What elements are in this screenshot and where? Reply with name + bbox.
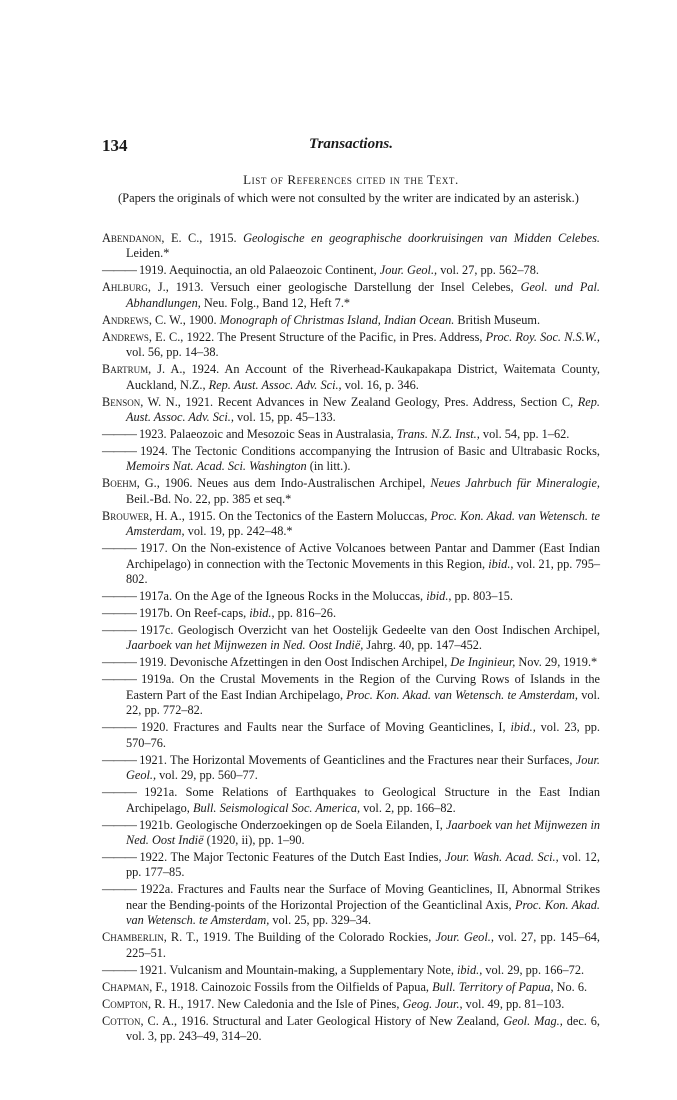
reference-source: Trans. N.Z. Inst., bbox=[396, 427, 480, 442]
repeat-author-dash: ——— bbox=[102, 882, 136, 897]
reference-source: Geol. Mag., bbox=[503, 1013, 563, 1028]
reference-source: Jour. Geol., bbox=[126, 752, 600, 783]
reference-entry bbox=[102, 427, 600, 442]
reference-text: 1915. On the Tectonics of the Eastern Moluccas, bbox=[184, 508, 431, 523]
reference-entry bbox=[102, 589, 600, 604]
reference-text: 1917. On the Non-existence of Active Volcanoes between Pantar and Dammer (East Indian Archipelago) in connection with the Tectonic Movements in this Region, bbox=[126, 541, 600, 571]
reference-details: (1920, ii), pp. 1–90. bbox=[203, 832, 305, 847]
reference-source: Proc. Roy. Soc. N.S.W., bbox=[485, 329, 600, 344]
reference-details: dec. 6, vol. 3, pp. 243–49, 314–20. bbox=[126, 1013, 600, 1043]
reference-author: Ahlburg, J., bbox=[102, 280, 169, 295]
reference-source: Proc. Kon. Akad. van Wetensch. te Amsterdam, bbox=[126, 897, 600, 928]
reference-author: Bartrum, J. A., bbox=[102, 362, 186, 377]
reference-entry bbox=[102, 509, 600, 540]
page-header bbox=[102, 136, 600, 158]
reference-source: Rep. Aust. Assoc. Adv. Sci., bbox=[208, 377, 342, 392]
section-title: List of References cited in the Text. bbox=[243, 172, 459, 187]
reference-details: vol. 15, pp. 45–133. bbox=[233, 410, 336, 425]
reference-author: Abendanon, E. C., bbox=[102, 231, 203, 245]
reference-details: vol. 22, pp. 772–82. bbox=[126, 687, 600, 718]
reference-details: vol. 29, pp. 560–77. bbox=[156, 768, 258, 783]
reference-source: ibid., bbox=[249, 606, 275, 621]
reference-source: Proc. Kon. Akad. van Wetensch. te Amsterdam, bbox=[346, 687, 578, 702]
reference-entry bbox=[102, 476, 600, 507]
reference-source: De Inginieur, bbox=[450, 655, 516, 670]
reference-text: 1922a. Fractures and Faults near the Surface of Moving Geanticlines, II, Abnormal Strikes near the Bending-points of the Horizontal Projection of the Geanticlinal Axis, bbox=[126, 882, 600, 912]
reference-source: Neues Jahrbuch für Mineralogie, bbox=[430, 476, 600, 491]
reference-entry bbox=[102, 930, 600, 961]
reference-details: vol. 29, pp. 166–72. bbox=[482, 962, 585, 977]
repeat-author-dash: ——— bbox=[102, 672, 136, 687]
reference-details: Neu. Folg., Band 12, Heft 7.* bbox=[200, 295, 351, 310]
repeat-author-dash: ——— bbox=[102, 623, 136, 638]
reference-source: Bull. Territory of Papua, bbox=[432, 979, 554, 994]
reference-text: 1906. Neues aus dem Indo-Australischen Archipel, bbox=[159, 476, 431, 491]
reference-details: pp. 803–15. bbox=[451, 589, 513, 604]
reference-entry bbox=[102, 850, 600, 881]
reference-details: vol. 25, pp. 329–34. bbox=[269, 913, 372, 928]
reference-entry bbox=[102, 753, 600, 784]
reference-entry bbox=[102, 672, 600, 718]
reference-source: Jour. Geol., bbox=[435, 930, 494, 945]
reference-source: Jaarboek van het Mijnwezen in Ned. Oost Indië, bbox=[126, 638, 364, 653]
repeat-author-dash: ——— bbox=[102, 541, 136, 556]
reference-text: 1915. bbox=[202, 231, 244, 245]
reference-details: vol. 27, pp. 562–78. bbox=[437, 263, 539, 278]
asterisk-note: (Papers the originals of which were not consulted by the writer are indicated by an asterisk.) bbox=[118, 191, 579, 205]
reference-author: Benson, W. N., bbox=[102, 394, 181, 409]
reference-text: 1917a. On the Age of the Igneous Rocks in the Moluccas, bbox=[135, 589, 427, 604]
repeat-author-dash: ——— bbox=[102, 752, 136, 767]
reference-entry bbox=[102, 362, 600, 393]
reference-source: ibid., bbox=[488, 556, 514, 571]
repeat-author-dash: ——— bbox=[102, 817, 136, 832]
reference-author: Chapman, F., bbox=[102, 979, 168, 994]
reference-details: Nov. 29, 1919.* bbox=[515, 655, 598, 670]
reference-text: 1919a. On the Crustal Movements in the Region of the Curving Rows of Islands in the Eastern Part of the East Indian Archipelago, bbox=[126, 672, 600, 702]
reference-details: vol. 2, pp. 166–82. bbox=[360, 800, 456, 815]
reference-text: 1923. Palaeozoic and Mesozoic Seas in Australasia, bbox=[135, 427, 397, 442]
reference-source: ibid., bbox=[426, 589, 452, 604]
reference-author: Andrews, E. C., bbox=[102, 329, 184, 344]
reference-details: vol. 27, pp. 145–64, 225–51. bbox=[126, 930, 601, 960]
reference-details: No. 6. bbox=[553, 979, 588, 994]
page-number: 134 bbox=[102, 136, 128, 155]
reference-details: vol. 21, pp. 795–802. bbox=[126, 556, 601, 587]
repeat-author-dash: ——— bbox=[102, 589, 136, 604]
reference-text: 1924. The Tectonic Conditions accompanying the Intrusion of Basic and Ultrabasic Rocks, bbox=[135, 444, 600, 459]
reference-text: 1919. Aequinoctia, an old Palaeozoic Continent, bbox=[135, 263, 380, 278]
reference-source: Jour. Geol., bbox=[379, 263, 438, 278]
reference-entry bbox=[102, 606, 600, 621]
reference-details: vol. 49, pp. 81–103. bbox=[462, 996, 565, 1011]
reference-text: 1924. An Account of the Riverhead-Kaukapakapa District, Waitemata County, Auckland, N.Z., bbox=[126, 362, 600, 392]
reference-entry bbox=[102, 818, 600, 849]
reference-entry bbox=[102, 1014, 600, 1045]
reference-details: Jahrg. 40, pp. 147–452. bbox=[363, 638, 482, 653]
reference-entry bbox=[102, 395, 600, 426]
running-head: Transactions. bbox=[308, 136, 394, 152]
reference-text: 1922. The Present Structure of the Pacific, in Pres. Address, bbox=[183, 329, 486, 344]
reference-source: Geologische en geographische doorkruisingen van Midden Celebes. bbox=[243, 231, 600, 245]
reference-text: 1918. Cainozoic Fossils from the Oilfields of Papua, bbox=[167, 979, 433, 994]
reference-text: 1919. Devonische Afzettingen in den Oost Indischen Archipel, bbox=[135, 655, 451, 670]
reference-list bbox=[102, 231, 600, 1046]
reference-source: Proc. Kon. Akad. van Wetensch. te Amsterdam, bbox=[126, 508, 600, 539]
reference-entry bbox=[102, 980, 600, 995]
reference-source: Jour. Wash. Acad. Sci., bbox=[445, 849, 559, 864]
reference-text: 1921. Recent Advances in New Zealand Geology, Pres. Address, Section C, bbox=[180, 394, 578, 409]
reference-details: vol. 16, p. 346. bbox=[341, 377, 419, 392]
reference-details: British Museum. bbox=[454, 312, 541, 327]
reference-text: 1921. Vulcanism and Mountain-making, a Supplementary Note, bbox=[135, 962, 457, 977]
reference-text: 1913. Versuch einer geologische Darstellung der Insel Celebes, bbox=[168, 280, 521, 295]
reference-text: 1917. New Caledonia and the Isle of Pines, bbox=[183, 996, 403, 1011]
repeat-author-dash: ——— bbox=[102, 785, 136, 800]
reference-source: ibid., bbox=[456, 962, 483, 977]
reference-entry bbox=[102, 280, 600, 311]
repeat-author-dash: ——— bbox=[102, 720, 136, 735]
reference-source: Geog. Jour., bbox=[402, 996, 463, 1011]
reference-entry bbox=[102, 231, 600, 262]
reference-source: Bull. Seismological Soc. America, bbox=[192, 800, 361, 815]
reference-details: Beil.-Bd. No. 22, pp. 385 et seq.* bbox=[126, 491, 292, 506]
repeat-author-dash: ——— bbox=[102, 849, 136, 864]
reference-text: 1917c. Geologisch Overzicht van het Oostelijk Gedeelte van den Oost Indischen Archipel, bbox=[135, 623, 600, 638]
repeat-author-dash: ——— bbox=[102, 606, 136, 621]
reference-source: Jaarboek van het Mijnwezen in Ned. Oost Indië bbox=[126, 817, 601, 847]
reference-source: Memoirs Nat. Acad. Sci. Washington bbox=[126, 459, 307, 474]
repeat-author-dash: ——— bbox=[102, 427, 136, 442]
reference-source: Rep. Aust. Assoc. Adv. Sci., bbox=[126, 394, 600, 425]
reference-details: (in litt.). bbox=[306, 459, 351, 474]
reference-text: 1917b. On Reef-caps, bbox=[135, 606, 250, 621]
reference-entry bbox=[102, 882, 600, 928]
reference-text: 1922. The Major Tectonic Features of the Dutch East Indies, bbox=[135, 849, 446, 864]
repeat-author-dash: ——— bbox=[102, 962, 136, 977]
reference-entry bbox=[102, 655, 600, 670]
reference-entry bbox=[102, 330, 600, 361]
reference-text: 1920. Fractures and Faults near the Surface of Moving Geanticlines, I, bbox=[135, 720, 511, 735]
reference-entry bbox=[102, 623, 600, 654]
reference-source: ibid., bbox=[510, 720, 536, 735]
reference-author: Brouwer, H. A., bbox=[102, 508, 185, 523]
reference-details: pp. 816–26. bbox=[274, 606, 337, 621]
repeat-author-dash: ——— bbox=[102, 444, 136, 459]
reference-text: 1921. The Horizontal Movements of Geanticlines and the Fractures near their Surfaces, bbox=[135, 752, 576, 767]
reference-entry bbox=[102, 263, 600, 278]
reference-text: 1900. bbox=[185, 312, 220, 327]
reference-entry bbox=[102, 313, 600, 328]
reference-details: vol. 23, pp. 570–76. bbox=[126, 720, 600, 750]
reference-details: vol. 56, pp. 14–38. bbox=[126, 345, 219, 360]
reference-entry bbox=[102, 541, 600, 587]
reference-details: vol. 54, pp. 1–62. bbox=[479, 427, 570, 442]
reference-text: 1916. Structural and Later Geological History of New Zealand, bbox=[177, 1013, 504, 1028]
reference-entry bbox=[102, 444, 600, 475]
reference-details: Leiden.* bbox=[126, 246, 170, 261]
reference-text: 1921a. Some Relations of Earthquakes to Geological Structure in the East Indian Archipelago, bbox=[126, 785, 600, 815]
repeat-author-dash: ——— bbox=[102, 655, 136, 670]
reference-entry bbox=[102, 963, 600, 978]
reference-source: Monograph of Christmas Island, Indian Ocean. bbox=[219, 312, 455, 327]
reference-entry bbox=[102, 720, 600, 751]
reference-source: Geol. und Pal. Abhandlungen, bbox=[126, 280, 600, 310]
reference-text: 1919. The Building of the Colorado Rockies, bbox=[198, 930, 436, 945]
reference-entry bbox=[102, 785, 600, 816]
repeat-author-dash: ——— bbox=[102, 263, 136, 278]
reference-details: vol. 12, pp. 177–85. bbox=[126, 849, 600, 880]
reference-author: Chamberlin, R. T., bbox=[102, 930, 199, 945]
reference-author: Andrews, C. W., bbox=[102, 312, 186, 327]
reference-author: Compton, R. H., bbox=[102, 996, 184, 1011]
reference-author: Cotton, C. A., bbox=[102, 1013, 178, 1028]
reference-text: 1921b. Geologische Onderzoekingen op de Soela Eilanden, I, bbox=[135, 817, 447, 832]
reference-details: vol. 19, pp. 242–48.* bbox=[184, 524, 293, 539]
reference-author: Boehm, G., bbox=[102, 476, 160, 491]
reference-entry bbox=[102, 997, 600, 1012]
